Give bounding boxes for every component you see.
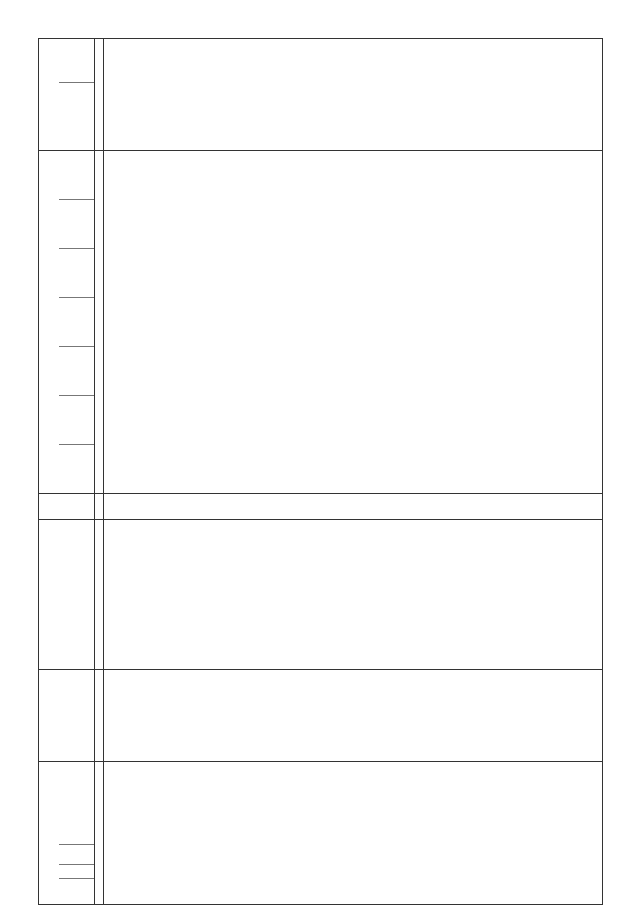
kbk-razdel-header xyxy=(59,864,94,878)
target-year-header xyxy=(59,39,94,82)
anal-header xyxy=(39,670,95,761)
y2014-header xyxy=(59,346,94,395)
y2012-header xyxy=(59,444,94,493)
kbk-podrazdel-header xyxy=(59,844,94,864)
kbk-header xyxy=(39,762,95,904)
program-table xyxy=(38,38,603,905)
target-value-header xyxy=(59,82,94,150)
y2017-header xyxy=(59,199,94,248)
name-header xyxy=(39,520,95,669)
target-header xyxy=(39,39,95,150)
y2018-header xyxy=(59,150,94,199)
unit-header xyxy=(39,494,95,519)
column-numbers-row xyxy=(95,39,104,904)
kbk-admin-header xyxy=(59,878,94,904)
years-header xyxy=(39,151,95,493)
y2015-header xyxy=(59,297,94,346)
kbk-kcsr-header xyxy=(59,761,94,844)
y2016-header xyxy=(59,248,94,297)
table-body xyxy=(104,39,602,904)
y2013-header xyxy=(59,395,94,444)
